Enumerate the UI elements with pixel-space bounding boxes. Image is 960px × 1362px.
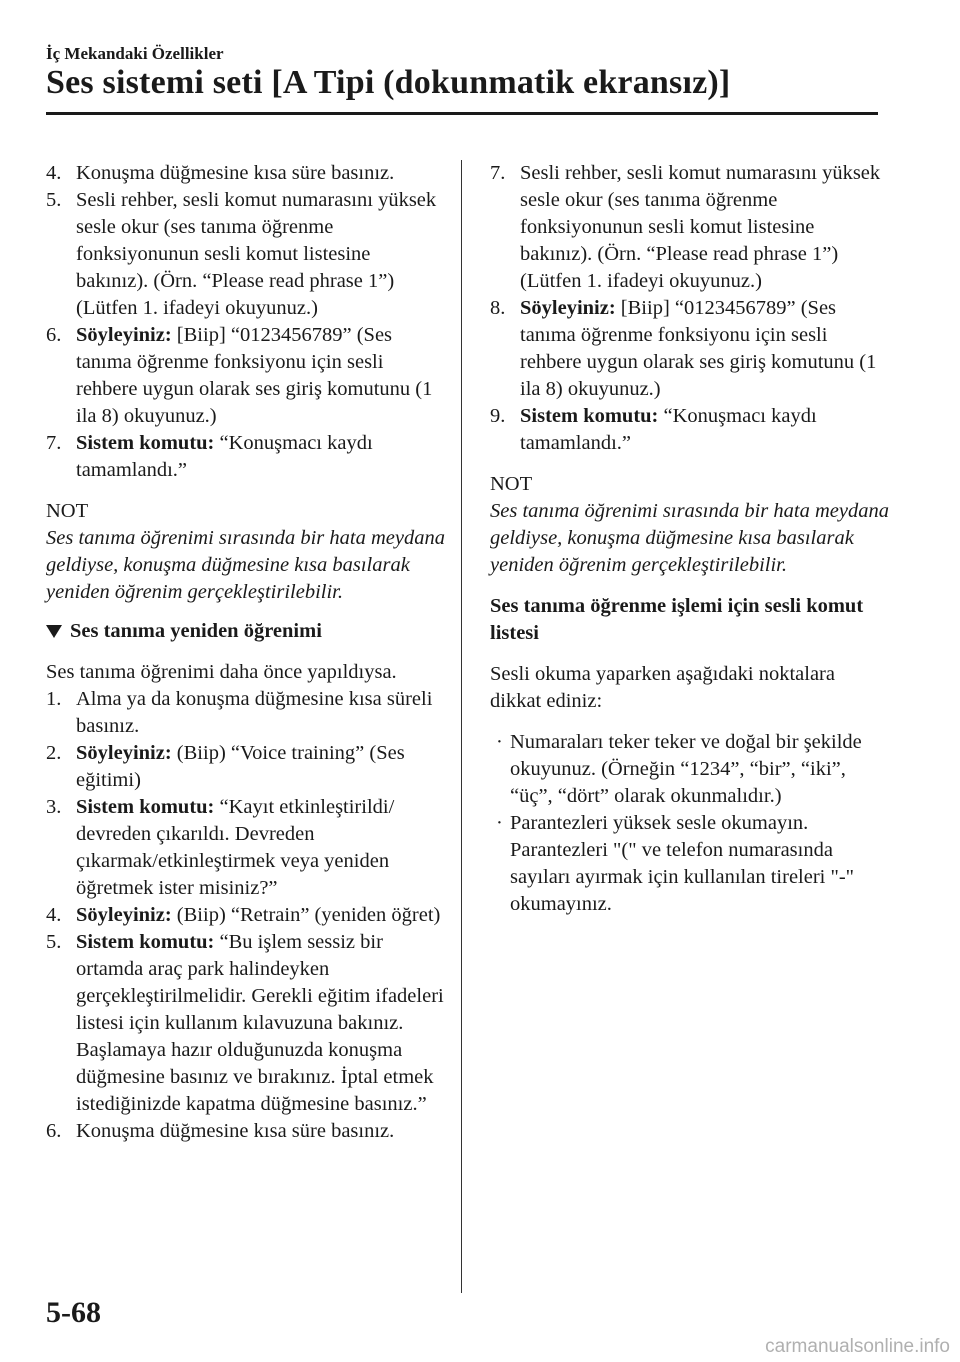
step-text: [Biip] “0123456789” (Ses tanıma öğrenme fonksiyonu için sesli rehbere uygun olarak ses giriş komutunu (1 ila 8) okuyunuz.) <box>520 297 877 400</box>
step-text: (Biip) “Voice training” (Ses eğitimi) <box>76 742 405 791</box>
step-item <box>490 403 890 457</box>
bullet-text: Parantezleri yüksek sesle okumayın. Parantezleri "(" ve telefon numarasında sayıları ayırmak için kullanılan tireleri "-" okumayınız. <box>510 812 855 915</box>
step-item <box>46 160 446 187</box>
note-text: Ses tanıma öğrenimi sırasında bir hata meydana geldiyse, konuşma düğmesine kısa basılarak yeniden öğrenim gerçekleştirilebilir. <box>46 527 445 603</box>
step-number: 6. <box>46 1120 62 1142</box>
step-item <box>46 430 446 484</box>
triangle-down-icon <box>46 625 62 638</box>
step-number: 4. <box>46 904 62 926</box>
step-text: “Konuşmacı kaydı tamamlandı.” <box>76 432 373 481</box>
step-label: Sistem komutu: <box>76 432 215 454</box>
step-text: Sesli rehber, sesli komut numarasını yüksek sesle okur (ses tanıma öğrenme fonksiyonunun sesli komut listesine bakınız). (Örn. “Please read phrase 1”) (Lütfen 1. ifadeyi okuyunuz.) <box>520 162 881 292</box>
step-text: Konuşma düğmesine kısa süre basınız. <box>76 1120 395 1142</box>
note-title: NOT <box>46 500 89 522</box>
step-item <box>46 1118 446 1145</box>
step-number: 1. <box>46 688 62 710</box>
step-label: Söyleyiniz: <box>76 904 172 926</box>
note-block <box>490 471 890 579</box>
step-text: Alma ya da konuşma düğmesine kısa süreli basınız. <box>76 688 433 737</box>
step-list-1 <box>46 160 446 484</box>
step-number: 2. <box>46 742 62 764</box>
step-text: “Bu işlem sessiz bir ortamda araç park halindeyken gerçekleştirilmelidir. Gerekli eğitim ifadeleri listesi için kullanım kılavuzuna bakınız. Başlamaya hazır olduğunuzda konuşma düğmesine basınız ve bırakınız. İptal etmek istediğinizde kapatma düğmesine basınız.” <box>76 931 444 1115</box>
step-item <box>46 686 446 740</box>
step-number: 5. <box>46 931 62 953</box>
step-item <box>46 929 446 1118</box>
page-title: Ses sistemi seti [A Tipi (dokunmatik ekransız)] <box>46 64 731 101</box>
step-label: Söyleyiniz: <box>76 742 172 764</box>
bullet-list <box>490 729 890 918</box>
step-item <box>490 160 890 295</box>
bullet-item <box>492 729 890 810</box>
step-number: 8. <box>490 297 506 319</box>
step-text: Konuşma düğmesine kısa süre basınız. <box>76 162 395 184</box>
subheading-text: Ses tanıma yeniden öğrenimi <box>70 620 322 642</box>
bullet-text: Numaraları teker teker ve doğal bir şekilde okuyunuz. (Örneğin “1234”, “bir”, “iki”, “üç”, “dört” olarak okunmalıdır.) <box>510 731 862 807</box>
step-label: Sistem komutu: <box>76 931 215 953</box>
step-label: Söyleyiniz: <box>76 324 172 346</box>
step-item <box>46 187 446 322</box>
step-label: Sistem komutu: <box>76 796 215 818</box>
step-list-2 <box>46 686 446 1145</box>
step-item <box>46 740 446 794</box>
note-title: NOT <box>490 473 533 495</box>
step-number: 7. <box>46 432 62 454</box>
bullet-dot-icon: · <box>496 812 503 834</box>
column-divider <box>461 160 462 1293</box>
step-list-3 <box>490 160 890 457</box>
step-item <box>46 794 446 902</box>
bullet-dot-icon: · <box>496 731 503 753</box>
step-item <box>490 295 890 403</box>
intro-text: Sesli okuma yaparken aşağıdaki noktalara dikkat ediniz: <box>490 663 835 712</box>
right-column <box>490 160 890 918</box>
section-label: İç Mekandaki Özellikler <box>46 44 224 63</box>
list-heading: Ses tanıma öğrenme işlemi için sesli komut listesi <box>490 595 864 644</box>
step-number: 9. <box>490 405 506 427</box>
step-text: (Biip) “Retrain” (yeniden öğret) <box>171 904 441 926</box>
intro-text: Ses tanıma öğrenimi daha önce yapıldıysa. <box>46 661 397 683</box>
subheading <box>46 618 446 645</box>
step-text: Sesli rehber, sesli komut numarasını yüksek sesle okur (ses tanıma öğrenme fonksiyonunun sesli komut listesine bakınız). (Örn. “Please read phrase 1”) (Lütfen 1. ifadeyi okuyunuz.) <box>76 189 437 319</box>
step-text: [Biip] “0123456789” (Ses tanıma öğrenme fonksiyonu için sesli rehbere uygun olarak ses giriş komutunu (1 ila 8) okuyunuz.) <box>76 324 433 427</box>
step-item <box>46 322 446 430</box>
page-number: 5-68 <box>46 1296 101 1329</box>
step-text: “Konuşmacı kaydı tamamlandı.” <box>520 405 817 454</box>
step-number: 3. <box>46 796 62 818</box>
title-rule <box>46 112 878 115</box>
note-text: Ses tanıma öğrenimi sırasında bir hata meydana geldiyse, konuşma düğmesine kısa basılarak yeniden öğrenim gerçekleştirilebilir. <box>490 500 889 576</box>
left-column <box>46 160 446 1145</box>
step-item <box>46 902 446 929</box>
step-number: 5. <box>46 189 62 211</box>
watermark: carmanualsonline.info <box>765 1336 950 1357</box>
step-number: 6. <box>46 324 62 346</box>
step-label: Söyleyiniz: <box>520 297 616 319</box>
step-number: 7. <box>490 162 506 184</box>
step-label: Sistem komutu: <box>520 405 659 427</box>
step-number: 4. <box>46 162 62 184</box>
note-block <box>46 498 446 606</box>
bullet-item <box>492 810 890 918</box>
step-text: “Kayıt etkinleştirildi/ devreden çıkarıldı. Devreden çıkarmak/etkinleştirmek veya yeniden öğretmek ister misiniz?” <box>76 796 395 899</box>
